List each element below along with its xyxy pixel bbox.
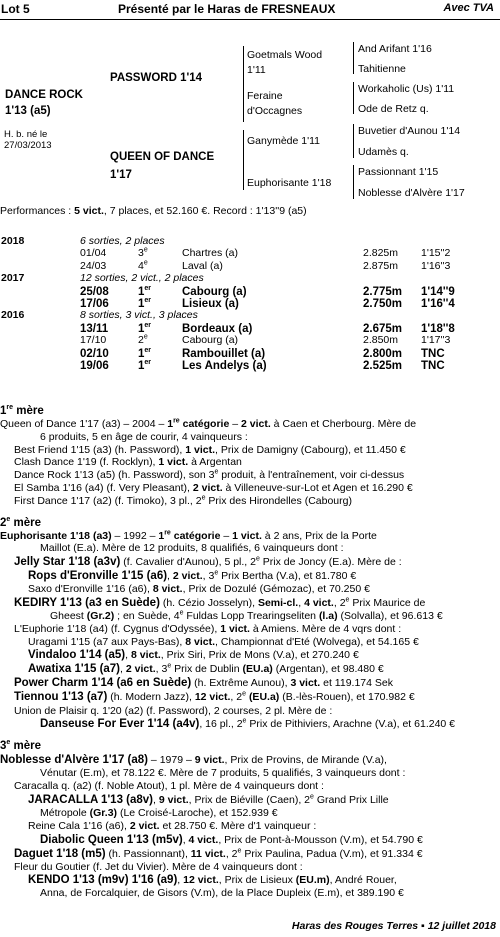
dam1-prod-4: El Samba 1'16 (a4) (f. Very Pleasant), 2 vict. à Villeneuve-sur-Lot et Agen et 16.290 €	[14, 482, 413, 494]
dam2-prod-3b: Vindaloo 1'14 (a5), 8 vict., Prix Siri, Prix de Mons (V.a), et 270.240 €	[28, 649, 359, 662]
ss-record: 1'11	[247, 63, 266, 76]
dam3-prod-3a: KENDO 1'13 (m9v) 1'16 (a9), 12 vict., Prix de Lisieux (EU.m), André Rouer,	[28, 874, 397, 887]
race-date: 19/06	[80, 359, 109, 372]
race-track: Chartres (a)	[182, 247, 239, 260]
place-suffix: er	[144, 321, 152, 329]
race-date: 13/11	[80, 322, 109, 335]
dam3-prod-3b: Anna, de Forcalquier, de Gisors (V.m), de la Place Dupleix (E.m), et 389.190 €	[40, 887, 404, 900]
section-2e-mere: 2e mère	[0, 515, 41, 529]
race-place: 1er	[138, 321, 152, 335]
dam1-prod-3: Dance Rock 1'13 (a5) (h. Password), son 3e produit, à l'entraînement, voir ci-dessus	[14, 468, 405, 482]
race-time: 1'18''8	[421, 322, 455, 335]
granddam-paternal	[247, 89, 302, 118]
horse-record: 1'13 (a5)	[5, 105, 51, 118]
race-date: 25/08	[80, 285, 109, 298]
race-summary: 6 sorties, 2 places	[80, 235, 165, 247]
race-row	[0, 260, 500, 272]
dam2-prod-5: Tiennou 1'13 (a7) (h. Modern Jazz), 12 vict., 2e (EU.a) (B.-lès-Rouen), et 170.982 €	[14, 690, 415, 704]
g3-5: Buvetier d'Aunou 1'14	[358, 125, 461, 137]
place-suffix: er	[144, 284, 152, 292]
race-row	[0, 347, 500, 359]
race-track: Laval (a)	[182, 259, 223, 272]
perf-label: Performances :	[0, 205, 75, 217]
section-3e-mere: 3e mère	[0, 739, 41, 753]
dam3-line: Noblesse d'Alvère 1'17 (a8) – 1979 – 9 vict., Prix de Provins, de Mirande (V.a),	[0, 754, 387, 767]
g3-6: Udamès q.	[358, 146, 409, 158]
race-time: 1'14''9	[421, 285, 455, 298]
race-summary: 8 sorties, 3 vict., 3 places	[80, 309, 198, 322]
race-date: 24/03	[80, 259, 107, 272]
g3-2: Tahitienne	[358, 63, 406, 75]
dam3-prod-1: Caracalla q. (a2) (f. Noble Atout), 1 pl. Mère de 4 vainqueurs dont :	[14, 780, 324, 793]
dam3-prod-1c: Reine Cala 1'16 (a6), 2 vict. et 28.750 €. Mère d'1 vainqueur :	[28, 819, 317, 832]
race-dist: 2.825m	[363, 247, 399, 260]
race-place: 4e	[138, 259, 148, 272]
race-row	[0, 297, 500, 309]
g3-4: Ode de Retz q.	[358, 103, 429, 115]
race-row	[0, 285, 500, 297]
dam-name: QUEEN OF DANCE	[110, 151, 215, 163]
race-row	[0, 247, 500, 259]
race-place: 1er	[138, 346, 152, 360]
race-dist: 2.675m	[363, 322, 403, 335]
perf-rest: , 7 places, et 52.160 €. Record : 1'13''9 (a5)	[103, 205, 307, 217]
dam1-prod-1: Best Friend 1'15 (a3) (h. Password), 1 vict., Prix de Damigny (Cabourg), et 11.450 €	[14, 443, 406, 456]
race-year-row	[0, 235, 500, 247]
race-table	[0, 235, 500, 371]
dam2-prod-2b: Gheest (Gr.2) ; en Suède, 4e Fuldas Lopp Trearingseliten (l.a) (Solvalla), et 96.613 €	[50, 609, 443, 623]
dam2-line: Euphorisante 1'18 (a3) – 1992 – 1re catégorie – 1 vict. à 2 ans, Prix de la Porte	[0, 529, 377, 542]
bracket-dam	[243, 130, 244, 190]
place-suffix: er	[144, 359, 152, 367]
race-time: 1'15''2	[421, 247, 451, 260]
race-time: 1'16''3	[421, 259, 451, 272]
g3-7: Passionnant 1'15	[358, 166, 439, 178]
race-place: 1er	[138, 359, 152, 372]
race-year: 2017	[1, 272, 25, 285]
dam3-line-2: Vénutar (E.m), et 78.122 €. Mère de 7 produits, 5 qualifiés, 3 vainqueurs dont :	[40, 767, 406, 780]
race-summary: 12 sorties, 2 vict., 2 places	[80, 272, 204, 285]
page-header	[0, 0, 500, 20]
bracket-g3-1	[353, 42, 354, 74]
presenter: Présenté par le Haras de FRESNEAUX	[118, 2, 336, 16]
race-time: TNC	[421, 347, 445, 360]
bracket-g3-4	[353, 165, 354, 199]
g3-3: Workaholic (Us) 1'11	[358, 83, 455, 95]
g3-8: Noblesse d'Alvère 1'17	[358, 187, 465, 199]
dam	[110, 149, 214, 185]
granddam-maternal: Euphorisante 1'18	[247, 177, 332, 189]
lot-number: Lot 5	[1, 2, 30, 16]
race-place: 1er	[138, 284, 152, 298]
race-track: Bordeaux (a)	[182, 322, 253, 335]
dam3-prod-1d: Diabolic Queen 1'13 (m5v), 4 vict., Prix de Pont-à-Mousson (V.m), et 54.790 €	[40, 833, 423, 846]
horse-name-block	[5, 87, 83, 119]
birth-line-1: H. b. né le	[4, 129, 48, 140]
dam2-prod-4: Power Charm 1'14 (a6 en Suède) (h. Extrême Aunou), 3 vict. et 119.174 Sek	[14, 677, 393, 690]
race-year-row	[0, 309, 500, 321]
dam3-prod-1a: JARACALLA 1'13 (a8v), 9 vict., Prix de Biéville (Caen), 2e Grand Prix Lille	[28, 793, 389, 806]
pedigree-table	[0, 20, 500, 204]
race-row	[0, 322, 500, 334]
dam1-prod-2: Clash Dance 1'19 (f. Rocklyn), 1 vict. à Argentan	[14, 456, 242, 469]
race-track: Les Andelys (a)	[182, 359, 267, 372]
race-time: 1'17''3	[421, 334, 451, 347]
race-dist: 2.775m	[363, 285, 403, 298]
birth-line-2: 27/03/2013	[4, 140, 52, 152]
tva-label: Avec TVA	[443, 2, 494, 14]
sd-name: Feraine	[247, 90, 283, 102]
race-dist: 2.875m	[363, 259, 399, 272]
race-date: 01/04	[80, 247, 107, 260]
race-date: 02/10	[80, 347, 109, 360]
race-track: Lisieux (a)	[182, 297, 239, 310]
dam3-prod-3: Fleur du Goutier (f. Jet du Vivier). Mère de 4 vainqueurs dont :	[14, 860, 303, 873]
race-dist: 2.850m	[363, 334, 399, 347]
dam3-prod-2: Daguet 1'18 (m5) (h. Passionnant), 11 vict., 2e Prix Paulina, Padua (V.m), et 91.334 €	[14, 847, 423, 860]
race-date: 17/10	[80, 334, 107, 347]
place-suffix: e	[143, 246, 148, 254]
dam2-prod-3a: Uragami 1'15 (a7 aux Pays-Bas), 8 vict., Championnat d'Eté (Wolvega), et 54.165 €	[28, 635, 419, 648]
bracket-g3-2	[353, 82, 354, 114]
dam1-prod-5: First Dance 1'17 (a2) (f. Timoko), 3 pl., 2e Prix des Hirondelles (Cabourg)	[14, 494, 352, 507]
horse-name: DANCE ROCK	[5, 89, 83, 101]
grandsire-paternal	[247, 48, 322, 77]
race-place: 1er	[138, 297, 152, 310]
dam2-prod-1a: Rops d'Eronville 1'15 (a6), 2 vict., 3e Prix Bertha (V.a), et 81.780 €	[28, 569, 357, 583]
race-year: 2018	[1, 235, 25, 247]
dam-line	[0, 404, 500, 900]
race-row	[0, 359, 500, 371]
place-suffix: er	[144, 297, 152, 305]
dam3-prod-1b: Métropole (Gr.3) (Le Croisé-Laroche), et 152.939 €	[40, 806, 278, 819]
place-suffix: e	[143, 259, 148, 267]
race-dist: 2.800m	[363, 347, 403, 360]
dam1-line-2: 6 produits, 5 en âge de courir, 4 vainqueurs :	[40, 430, 248, 443]
dam-record: 1'17	[110, 168, 132, 181]
place-suffix: e	[143, 333, 148, 341]
performances	[0, 205, 307, 218]
dam2-prod-1b: Saxo d'Eronville 1'16 (a6), 8 vict., Prix de Dozulé (Gémozac), et 70.250 €	[28, 583, 370, 596]
race-year-row	[0, 272, 500, 284]
sire: PASSWORD 1'14	[110, 72, 202, 84]
grandsire-maternal: Ganymède 1'11	[247, 135, 321, 147]
page-footer: Haras des Rouges Terres ▪ 12 juillet 2018	[291, 920, 496, 932]
dam2-prod-6a: Danseuse For Ever 1'14 (a4v), 16 pl., 2e Prix de Pithiviers, Arachne (V.a), et 61.240 €	[40, 717, 456, 731]
dam2-prod-6: Union de Plaisir q. 1'20 (a2) (f. Password), 2 courses, 2 pl. Mère de :	[14, 704, 333, 717]
horse-birth	[4, 129, 52, 152]
race-track: Cabourg (a)	[182, 285, 247, 298]
race-dist: 2.750m	[363, 297, 403, 310]
perf-vict: 5 vict.	[74, 205, 104, 217]
dam1-line: Queen of Dance 1'17 (a3) – 2004 – 1re catégorie – 2 vict. à Caen et Cherbourg. Mère de	[0, 417, 417, 431]
dam2-prod-1: Jelly Star 1'18 (a3v) (f. Cavalier d'Aunou), 5 pl., 2e Prix de Joncy (E.a). Mère de :	[14, 555, 402, 569]
dam2-prod-2: KEDIRY 1'13 (a3 en Suède) (h. Cézio Josselyn), Semi-cl., 4 vict., 2e Prix Maurice de	[14, 596, 426, 610]
section-1re-mere: 1re mère	[0, 404, 44, 417]
dam2-prod-3c: Awatixa 1'15 (a7), 2 vict., 3e Prix de Dublin (EU.a) (Argentan), et 98.480 €	[28, 662, 384, 676]
race-track: Cabourg (a)	[182, 334, 239, 347]
race-time: 1'16''4	[421, 297, 455, 310]
dam2-line-2: Maillot (E.a). Mère de 12 produits, 8 qualifiés, 6 vainqueurs dont :	[40, 542, 344, 555]
place-suffix: er	[144, 346, 152, 354]
race-track: Rambouillet (a)	[182, 347, 266, 360]
race-date: 17/06	[80, 297, 109, 310]
bracket-sire	[243, 46, 244, 122]
race-row	[0, 334, 500, 346]
sd-name-2: d'Occagnes	[247, 104, 303, 117]
race-dist: 2.525m	[363, 359, 403, 372]
race-place: 3e	[138, 246, 148, 260]
ss-name: Goetmals Wood	[247, 49, 323, 61]
race-year: 2016	[1, 309, 25, 322]
g3-1: And Arifant 1'16	[358, 43, 432, 55]
bracket-g3-3	[353, 124, 354, 158]
race-time: TNC	[421, 359, 445, 372]
race-place: 2e	[138, 333, 148, 347]
dam2-prod-3: L'Euphorie 1'18 (a4) (f. Cygnus d'Odyssée), 1 vict. à Amiens. Mère de 4 vqrs dont :	[14, 622, 402, 635]
